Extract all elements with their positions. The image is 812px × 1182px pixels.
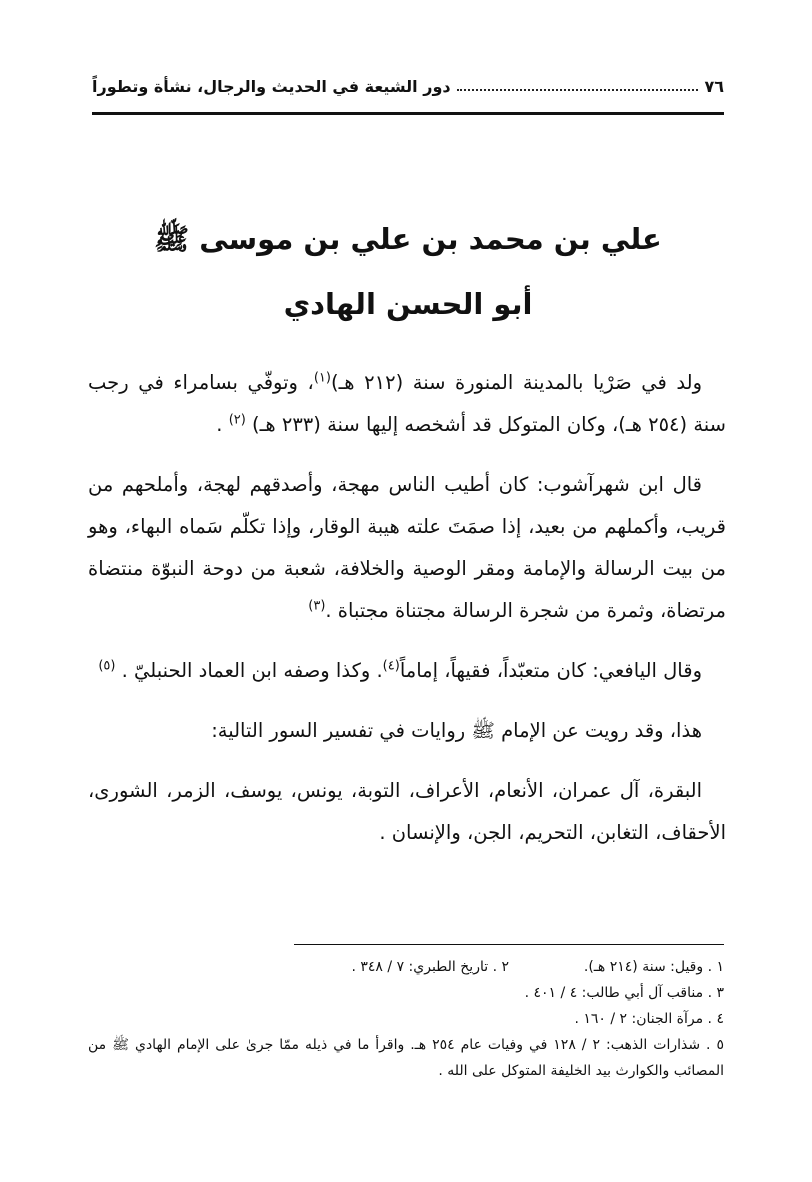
footnote-ref-3[interactable]: (٣) (308, 598, 326, 614)
footnote-ref-2[interactable]: (٢) (228, 412, 246, 428)
footnote-4: ٤ . مرآة الجنان: ٢ / ١٦٠ . (574, 1011, 724, 1027)
footnote-5: ٥ . شذارات الذهب: ٢ / ١٢٨ في وفيات عام ٢٥٤ هـ. واقرأ ما في ذيله ممّا جرىٰ على الإمام الهادي ﷺ من المصائب والكوارث بيد الخليفة المتوكل على الله . (88, 1037, 724, 1079)
paragraph-text: قال ابن شهرآشوب: كان أطيب الناس مهجة، وأصدقهم لهجة، وأملحهم من قريب، وأكملهم من بعيد، إذا صمَتَ علته هيبة الوقار، وإذا تكلّم سَماه البهاء، وهو من بيت الرسالة والإمامة ومقر الوصية والخلافة، شعبة من دوحة النبوّة منتضاة مرتضاة، وثمرة من شجرة الرسالة مجتناة مجتباة . (88, 473, 726, 622)
paragraph-text: ، وتوفّي بسامراء في رجب سنة (٢٥٤ هـ)، وكان المتوكل قد أشخصه إليها سنة (٢٣٣ هـ) (88, 371, 726, 436)
paragraph-ibn-shahrashub (88, 464, 726, 632)
paragraph-surah-list: البقرة، آل عمران، الأنعام، الأعراف، التوبة، يونس، يوسف، الزمر، الشورى، الأحقاف، التغابن، التحريم، الجن، والإنسان . (88, 779, 726, 844)
footnote-ref-5[interactable]: (٥) (98, 658, 116, 674)
page-number: ٧٦ (704, 77, 724, 96)
paragraph-text: . وكذا وصفه ابن العماد الحنبليّ . (115, 659, 383, 682)
running-header (92, 62, 724, 96)
footnote-separator (294, 944, 724, 945)
footnote-2: ٢ . تاريخ الطبري: ٧ / ٣٤٨ . (351, 959, 509, 975)
footnotes (88, 954, 724, 1084)
running-title: دور الشيعة في الحديث والرجال، نشأة وتطوراً (92, 77, 451, 96)
footnote-1: ١ . وقيل: سنة (٢١٤ هـ). (583, 959, 724, 975)
footnote-3: ٣ . مناقب آل أبي طالب: ٤ / ٤٠١ . (524, 985, 724, 1001)
paragraph-yafii (88, 650, 726, 692)
paragraph-text: . (216, 413, 229, 436)
header-dot-leader (457, 89, 699, 91)
paragraph-narrations: هذا، وقد رويت عن الإمام ﷺ روايات في تفسير السور التالية: (211, 719, 702, 742)
body-text (88, 362, 726, 872)
paragraph-text: ولد في صَرْيا بالمدينة المنورة سنة (٢١٢ هـ) (330, 371, 702, 394)
chapter-subtitle: أبو الحسن الهادي (283, 287, 533, 321)
chapter-title: علي بن محمد بن علي بن موسى ﷺ (154, 222, 662, 256)
paragraph-birth (88, 362, 726, 446)
footnote-ref-1[interactable]: (١) (313, 370, 331, 386)
footnote-row (88, 954, 724, 980)
footnote-ref-4[interactable]: (٤) (382, 658, 400, 674)
header-rule (92, 112, 724, 115)
paragraph-text: وقال اليافعي: كان متعبّداً، فقيهاً، إماماً (399, 659, 702, 682)
